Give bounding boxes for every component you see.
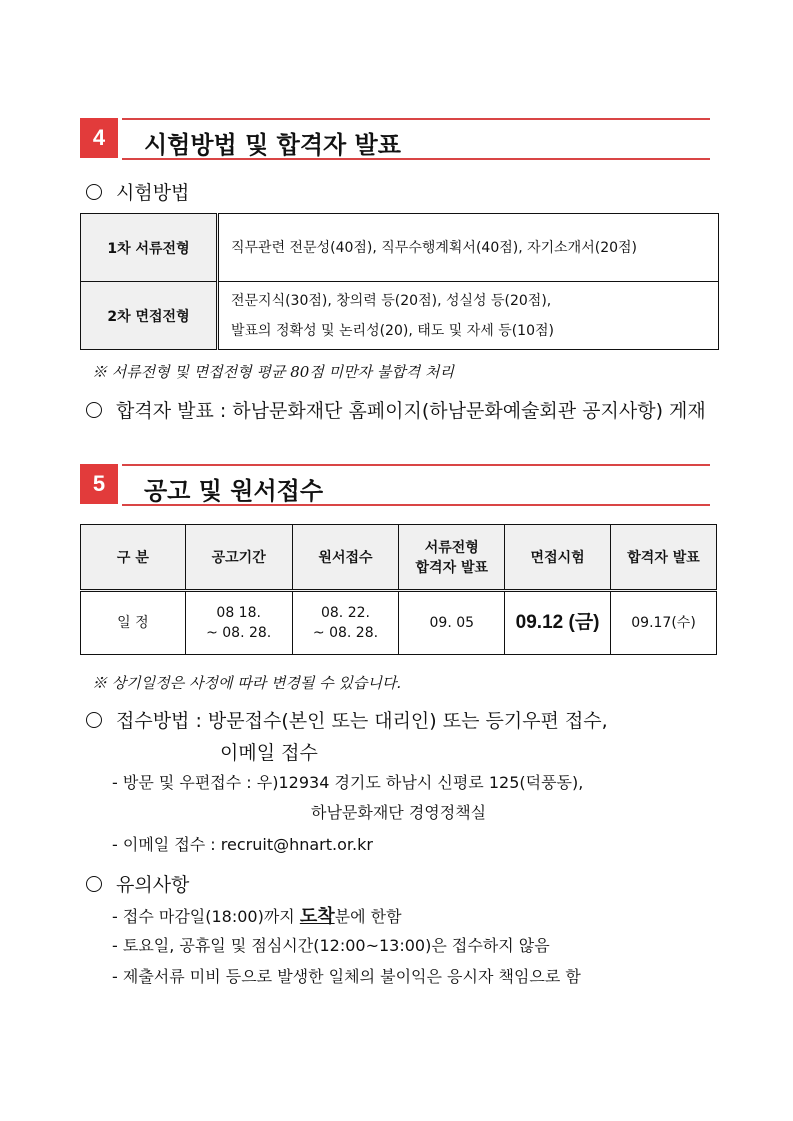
application-method-line — [86, 706, 608, 733]
emphasis-text: 도착 — [299, 906, 335, 927]
announce-text: 합격자 발표 : 하남문화재단 홈페이지(하남문화예술회관 공지사항) 게재 — [116, 400, 706, 422]
divider — [122, 464, 710, 466]
column-header: 공고기간 — [185, 525, 292, 591]
table-row — [81, 214, 719, 282]
section-number: 5 — [80, 464, 118, 504]
column-header — [399, 525, 505, 591]
cell-line: ~ 08. 28. — [312, 625, 379, 641]
circle-bullet-icon — [86, 712, 102, 728]
email-line: - 이메일 접수 : recruit@hnart.or.kr — [112, 835, 373, 854]
row-header: 2차 면접전형 — [81, 282, 218, 350]
divider — [122, 158, 710, 160]
content-line: 전문지식(30점), 창의력 등(20점), 성실성 등(20점), — [231, 292, 552, 309]
exam-method-heading — [86, 178, 189, 205]
announce-line — [86, 396, 706, 423]
divider — [122, 504, 710, 506]
section-number: 4 — [80, 118, 118, 158]
schedule-note: ※ 상기일정은 사정에 따라 변경될 수 있습니다. — [92, 674, 402, 692]
heading-text: 시험방법 — [116, 182, 190, 204]
caution-text: 분에 한함 — [334, 907, 402, 926]
doc-result-cell: 09. 05 — [399, 591, 505, 655]
interview-cell: 09.12 (금) — [505, 591, 611, 655]
cell-line: ~ 08. 28. — [206, 625, 272, 641]
column-header: 원서접수 — [292, 525, 399, 591]
caution-text: - 접수 마감일(18:00)까지 — [112, 907, 300, 926]
column-header: 합격자 발표 — [611, 525, 717, 591]
column-header: 면접시험 — [505, 525, 611, 591]
section-5-header — [80, 464, 710, 508]
row-header: 1차 서류전형 — [81, 214, 218, 282]
circle-bullet-icon — [86, 876, 102, 892]
caution-item — [112, 902, 402, 928]
content-line: 직무관련 전문성(40점), 직무수행계획서(40점), 자기소개서(20점) — [231, 239, 637, 256]
cell-line: 08 18. — [216, 605, 261, 621]
method-text-cont: 이메일 접수 — [220, 742, 318, 764]
table-row — [81, 282, 719, 350]
visit-address-cont: 하남문화재단 경영정책실 — [311, 803, 487, 822]
exam-method-table — [80, 213, 719, 350]
heading-text: 유의사항 — [116, 874, 190, 896]
header-line: 서류전형 — [424, 540, 479, 556]
column-header: 구 분 — [81, 525, 186, 591]
header-line: 합격자 발표 — [415, 560, 489, 576]
method-text: 접수방법 : 방문접수(본인 또는 대리인) 또는 등기우편 접수, — [116, 710, 608, 732]
cell-line: 08. 22. — [320, 605, 370, 621]
final-result-cell: 09.17(수) — [611, 591, 717, 655]
section-title: 시험방법 및 합격자 발표 — [144, 131, 401, 159]
row-content — [218, 282, 719, 350]
circle-bullet-icon — [86, 184, 102, 200]
divider — [122, 118, 710, 120]
table-row — [81, 591, 717, 655]
circle-bullet-icon — [86, 402, 102, 418]
notice-period-cell — [185, 591, 292, 655]
row-label: 일 정 — [81, 591, 186, 655]
schedule-table — [80, 524, 717, 655]
application-period-cell — [292, 591, 399, 655]
row-content — [218, 214, 719, 282]
table-header-row — [81, 525, 717, 591]
visit-address-line: - 방문 및 우편접수 : 우)12934 경기도 하남시 신평로 125(덕풍동), — [112, 773, 584, 792]
caution-item: - 토요일, 공휴일 및 점심시간(12:00~13:00)은 접수하지 않음 — [112, 936, 550, 955]
caution-heading — [86, 870, 189, 897]
section-title: 공고 및 원서접수 — [144, 477, 323, 505]
fail-note: ※ 서류전형 및 면접전형 평균 80점 미만자 불합격 처리 — [92, 363, 455, 381]
caution-item: - 제출서류 미비 등으로 발생한 일체의 불이익은 응시자 책임으로 함 — [112, 967, 581, 986]
section-4-header — [80, 118, 710, 162]
content-line: 발표의 정확성 및 논리성(20), 태도 및 자세 등(10점) — [231, 322, 554, 339]
